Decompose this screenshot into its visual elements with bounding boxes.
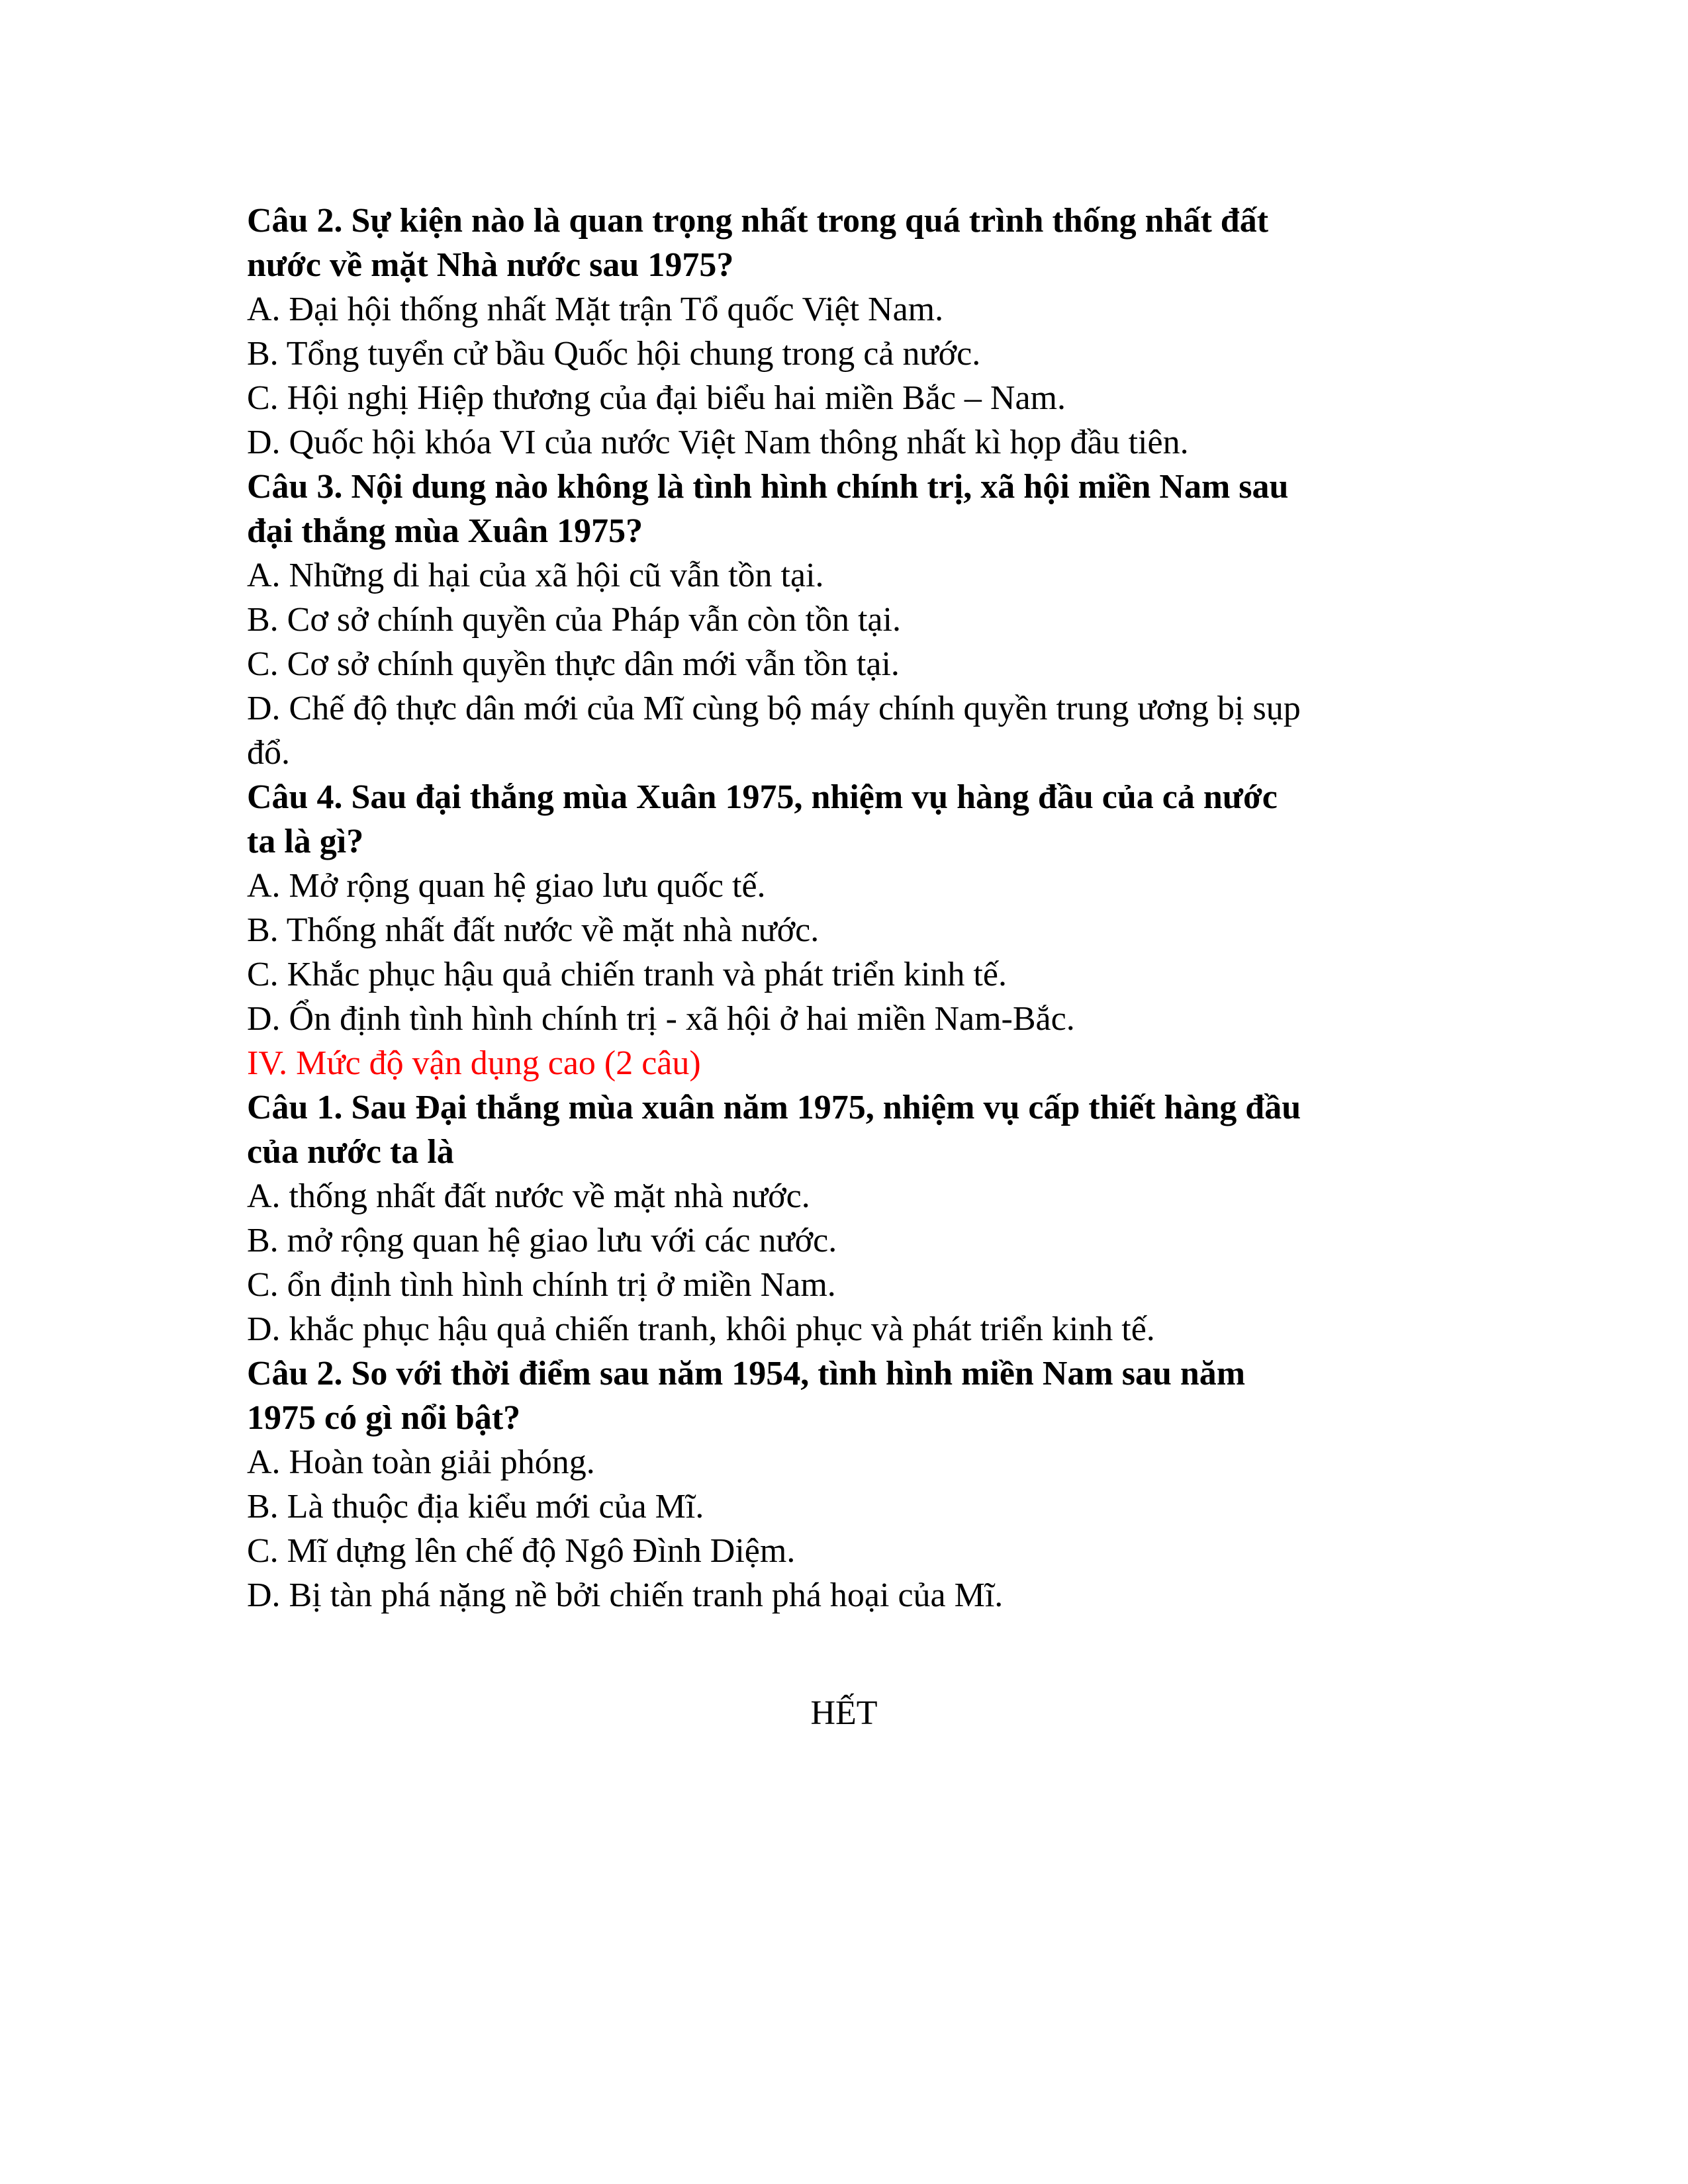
answer-option-d: D. Ổn định tình hình chính trị - xã hội ở hai miền Nam-Bắc.: [247, 1000, 1075, 1038]
question-title-continued: đại thắng mùa Xuân 1975?: [247, 512, 643, 550]
question-title: Câu 2. So với thời điểm sau năm 1954, tình hình miền Nam sau năm: [247, 1355, 1246, 1392]
answer-option-a: A. thống nhất đất nước về mặt nhà nước.: [247, 1177, 810, 1215]
question-block: [247, 1351, 1458, 1617]
question-block: [247, 199, 1458, 465]
answer-option-d: D. Chế độ thực dân mới của Mĩ cùng bộ máy chính quyền trung ương bị sụp: [247, 690, 1301, 727]
answer-option-b: B. mở rộng quan hệ giao lưu với các nước.: [247, 1222, 837, 1259]
question-title-continued: nước về mặt Nhà nước sau 1975?: [247, 246, 734, 284]
document-body: [247, 199, 1458, 1617]
answer-option-a: A. Đại hội thống nhất Mặt trận Tổ quốc Việt Nam.: [247, 291, 944, 328]
answer-option-c: C. Mĩ dựng lên chế độ Ngô Đình Diệm.: [247, 1532, 796, 1570]
question-title: Câu 4. Sau đại thắng mùa Xuân 1975, nhiệm vụ hàng đầu của cả nước: [247, 778, 1278, 816]
question-title-continued: ta là gì?: [247, 823, 364, 860]
question-block: [247, 775, 1458, 1041]
answer-option-c: C. Hội nghị Hiệp thương của đại biểu hai miền Bắc – Nam.: [247, 379, 1066, 417]
answer-option-b: B. Cơ sở chính quyền của Pháp vẫn còn tồn tại.: [247, 601, 901, 639]
question-title: Câu 3. Nội dung nào không là tình hình chính trị, xã hội miền Nam sau: [247, 468, 1289, 506]
end-marker: HẾT: [810, 1694, 878, 1732]
answer-option-c: C. Cơ sở chính quyền thực dân mới vẫn tồn tại.: [247, 645, 900, 683]
answer-option-a: A. Mở rộng quan hệ giao lưu quốc tế.: [247, 867, 766, 905]
question-title-continued: của nước ta là: [247, 1133, 454, 1171]
question-title: Câu 2. Sự kiện nào là quan trọng nhất trong quá trình thống nhất đất: [247, 202, 1269, 240]
answer-option-c: C. ổn định tình hình chính trị ở miền Nam.: [247, 1266, 836, 1304]
answer-option-d: D. Bị tàn phá nặng nề bởi chiến tranh phá hoại của Mĩ.: [247, 1576, 1004, 1614]
answer-option-a: A. Những di hại của xã hội cũ vẫn tồn tại.: [247, 557, 824, 594]
answer-option-b: B. Tổng tuyển cử bầu Quốc hội chung trong cả nước.: [247, 335, 981, 373]
answer-option-d: D. khắc phục hậu quả chiến tranh, khôi phục và phát triển kinh tế.: [247, 1310, 1155, 1348]
answer-option-a: A. Hoàn toàn giải phóng.: [247, 1443, 595, 1481]
answer-option-d: D. Quốc hội khóa VI của nước Việt Nam thông nhất kì họp đầu tiên.: [247, 424, 1189, 461]
question-block: [247, 1085, 1458, 1351]
question-title-continued: 1975 có gì nổi bật?: [247, 1399, 521, 1437]
answer-option-c: C. Khắc phục hậu quả chiến tranh và phát triển kinh tế.: [247, 956, 1007, 993]
answer-option-b: B. Thống nhất đất nước về mặt nhà nước.: [247, 911, 820, 949]
question-block: [247, 465, 1458, 775]
answer-option-b: B. Là thuộc địa kiểu mới của Mĩ.: [247, 1488, 704, 1525]
question-title: Câu 1. Sau Đại thắng mùa xuân năm 1975, nhiệm vụ cấp thiết hàng đầu: [247, 1089, 1301, 1126]
answer-option-d-continued: đổ.: [247, 734, 290, 772]
section-heading: IV. Mức độ vận dụng cao (2 câu): [247, 1044, 701, 1082]
